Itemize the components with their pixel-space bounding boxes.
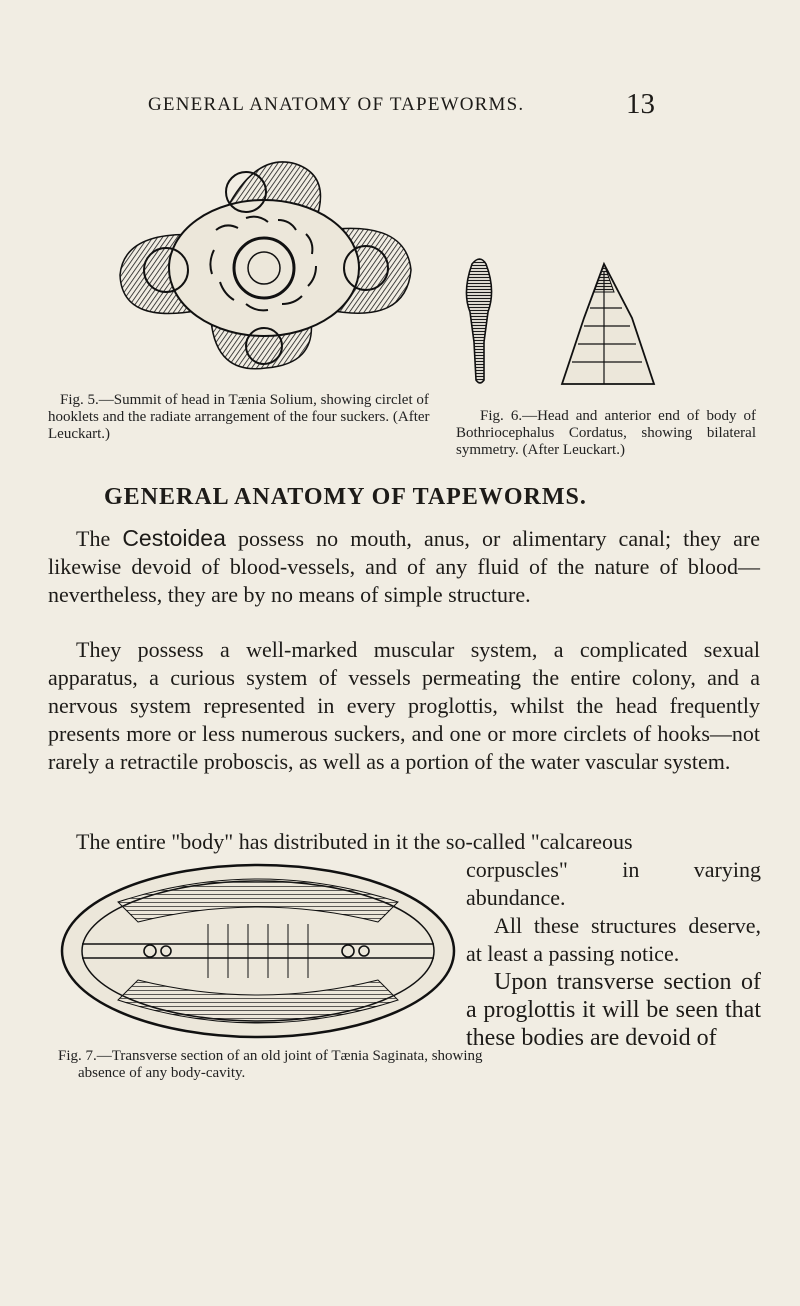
figure-6-illustration bbox=[444, 252, 664, 394]
side-text-1: corpuscles" in varying abundance. bbox=[466, 857, 761, 910]
term-cestoidea: Cestoidea bbox=[122, 525, 226, 551]
figure-5-caption: Fig. 5.—Summit of head in Tænia Solium, showing circlet of hooklets and the radiate arrangement of the four suckers. (After Leuckart.) bbox=[48, 392, 430, 442]
figure-7-illustration bbox=[58, 862, 458, 1040]
running-title: GENERAL ANATOMY OF TAPEWORMS. bbox=[148, 94, 525, 115]
paragraph-2: They possess a well-marked muscular system, a complicated sexual apparatus, a curious system of vessels permeating the entire colony, and a nervous system represented in every proglottis, whilst the head frequently presents more or less numerous suckers, and one or more circlets of hooks—not rarely a retractile proboscis, as well as a portion of the water vascular system. bbox=[48, 637, 760, 774]
page-number: 13 bbox=[626, 88, 655, 120]
section-heading: GENERAL ANATOMY OF TAPEWORMS. bbox=[104, 484, 587, 510]
paragraph-3-start: The entire "body" has distributed in it the so-called "calcareous bbox=[76, 829, 633, 854]
side-text-2: All these structures deserve, at least a passing notice. bbox=[466, 913, 761, 966]
figure-7-caption: Fig. 7.—Transverse section of an old joint of Tænia Saginata, showing absence of any body-cavity. bbox=[58, 1048, 483, 1081]
wrapped-text-column bbox=[466, 856, 761, 1052]
side-text-3: Upon transverse section of a proglottis it will be seen that these bodies are devoid of bbox=[466, 969, 761, 1051]
figure-5-illustration bbox=[106, 150, 424, 380]
figure-6-caption: Fig. 6.—Head and anterior end of body of Bothriocephalus Cordatus, showing bilateral symmetry. (After Leuckart.) bbox=[456, 408, 756, 458]
paragraph-1-lead: The bbox=[76, 526, 111, 551]
paragraph-1 bbox=[48, 524, 760, 609]
running-head bbox=[0, 88, 800, 122]
paragraph-1-rest: possess no mouth, anus, or alimentary canal; they are likewise devoid of blood-vessels, and of any fluid of the nature of blood—nevertheless, they are by no means of simple structure. bbox=[48, 526, 761, 607]
